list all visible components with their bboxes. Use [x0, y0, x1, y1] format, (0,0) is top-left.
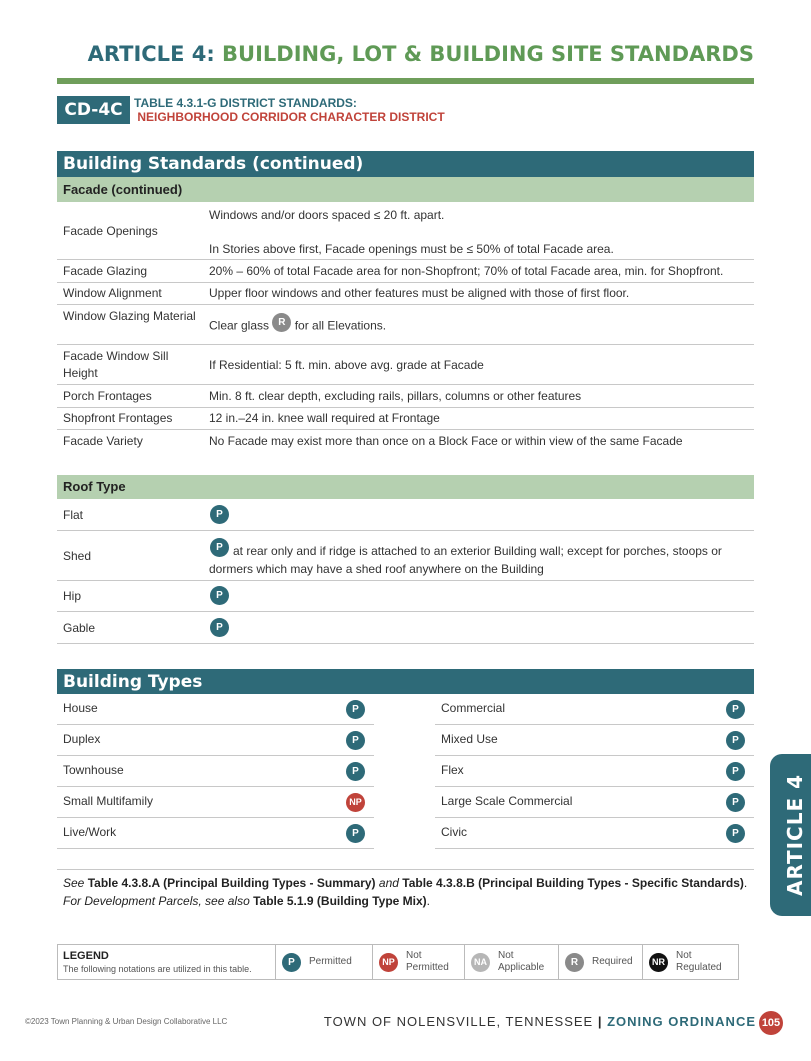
- building-type-label: Small Multifamily: [63, 794, 154, 808]
- building-type-row: [435, 725, 754, 756]
- permitted-badge-icon: P: [210, 505, 229, 524]
- article-title: BUILDING, LOT & BUILDING SITE STANDARDS: [222, 42, 754, 66]
- building-type-label: Civic: [441, 825, 467, 839]
- legend-item: NA Not Applicable: [465, 945, 559, 979]
- permitted-badge-icon: P: [282, 953, 301, 972]
- permitted-badge-icon: P: [726, 700, 745, 719]
- row-value: Windows and/or doors spaced ≤ 20 ft. apart.: [209, 208, 445, 222]
- table-reference-link: Table 5.1.9 (Building Type Mix): [253, 894, 427, 908]
- table-row: [57, 531, 754, 581]
- row-label: Flat: [63, 508, 84, 522]
- table-row: [57, 581, 754, 612]
- row-label: Window Glazing Material: [63, 309, 196, 323]
- building-type-label: Flex: [441, 763, 464, 777]
- table-title-line2: NEIGHBORHOOD CORRIDOR CHARACTER DISTRICT: [137, 110, 445, 124]
- row-label: Facade Openings: [63, 224, 158, 238]
- table-row: [57, 345, 754, 385]
- row-value: at rear only and if ridge is attached to an exterior Building wall; except for porches, stoops or: [233, 544, 722, 558]
- building-type-label: Large Scale Commercial: [441, 794, 573, 808]
- permitted-badge-icon: P: [726, 824, 745, 843]
- legend-item: NR Not Regulated: [643, 945, 738, 979]
- table-title: [134, 96, 445, 124]
- table-row: [57, 612, 754, 644]
- permitted-badge-icon: P: [726, 762, 745, 781]
- table-row: [57, 202, 754, 260]
- building-type-row: [57, 694, 374, 725]
- table-row: [57, 408, 754, 430]
- row-value: Clear glass R for all Elevations.: [209, 317, 754, 336]
- not-regulated-badge-icon: NR: [649, 953, 668, 972]
- not-permitted-badge-icon: NP: [379, 953, 398, 972]
- legend-item: NP Not Permitted: [373, 945, 465, 979]
- required-badge-icon: R: [565, 953, 584, 972]
- table-row: [57, 305, 754, 345]
- table-row: [57, 430, 754, 453]
- divider: [57, 869, 754, 870]
- table-title-line1: TABLE 4.3.1-G DISTRICT STANDARDS:: [134, 96, 357, 110]
- article-prefix: ARTICLE 4:: [87, 42, 215, 66]
- building-type-label: Duplex: [63, 732, 101, 746]
- table-row: [57, 385, 754, 408]
- building-type-label: House: [63, 701, 98, 715]
- row-value: 20% – 60% of total Facade area for non-Shopfront; 70% of total Facade area, min. for Shopfront.: [209, 264, 724, 278]
- article-side-tab-label: ARTICLE 4: [783, 773, 807, 897]
- row-label: Facade Glazing: [63, 264, 148, 278]
- building-type-label: Townhouse: [63, 763, 124, 777]
- legend-item: P Permitted: [276, 945, 373, 979]
- page-header-title: [0, 42, 754, 66]
- building-type-label: Commercial: [441, 701, 506, 715]
- district-code-badge: CD-4C: [57, 96, 130, 124]
- article-side-tab[interactable]: [770, 754, 811, 916]
- row-value: Min. 8 ft. clear depth, excluding rails, pillars, columns or other features: [209, 389, 582, 403]
- building-type-row: [435, 818, 754, 849]
- not-applicable-badge-icon: NA: [471, 953, 490, 972]
- table-row: [57, 499, 754, 531]
- building-type-label: Live/Work: [63, 825, 117, 839]
- footer-ordinance: ZONING ORDINANCE: [607, 1014, 756, 1029]
- required-badge-icon: R: [272, 313, 291, 332]
- not-permitted-badge-icon: NP: [346, 793, 365, 812]
- permitted-badge-icon: P: [346, 731, 365, 750]
- building-type-row: [57, 725, 374, 756]
- row-value: Upper floor windows and other features must be aligned with those of first floor.: [209, 286, 630, 300]
- building-type-row: [57, 756, 374, 787]
- table-reference-link: Table 4.3.8.B (Principal Building Types - Specific Standards): [402, 876, 744, 890]
- permitted-badge-icon: P: [210, 538, 229, 557]
- permitted-badge-icon: P: [726, 793, 745, 812]
- building-type-row: [57, 818, 374, 849]
- row-value: No Facade may exist more than once on a Block Face or within view of the same Facade: [209, 434, 683, 448]
- row-label: Facade Window Sill Height: [63, 349, 169, 380]
- legend-item: R Required: [559, 945, 643, 979]
- row-label: Window Alignment: [63, 286, 162, 300]
- legend-title: LEGEND: [63, 950, 109, 962]
- permitted-badge-icon: P: [346, 762, 365, 781]
- row-value: dormers which may have a shed roof anywhere on the Building: [209, 562, 544, 576]
- building-types-note: See Table 4.3.8.A (Principal Building Types - Summary) and Table 4.3.8.B (Principal Building Types - Specific Standards). For Development Parcels, see also Table 5.1.9 (Building Type Mix).: [63, 876, 748, 908]
- row-label: Gable: [63, 621, 96, 635]
- row-label: Shed: [63, 549, 92, 563]
- subsection-roof-type: Roof Type: [57, 475, 754, 499]
- row-value: 12 in.–24 in. knee wall required at Frontage: [209, 411, 440, 425]
- subsection-facade: Facade (continued): [57, 177, 754, 202]
- copyright-text: ©2023 Town Planning & Urban Design Collaborative LLC: [25, 1017, 228, 1026]
- page-number: 105: [759, 1011, 783, 1035]
- permitted-badge-icon: P: [346, 700, 365, 719]
- section-building-types: Building Types: [57, 669, 754, 694]
- row-label: Facade Variety: [63, 434, 143, 448]
- row-value: In Stories above first, Facade openings must be ≤ 50% of total Facade area.: [209, 242, 614, 256]
- section-building-standards: Building Standards (continued): [57, 151, 754, 177]
- legend-title-cell: [58, 945, 276, 979]
- permitted-badge-icon: P: [210, 618, 229, 637]
- building-type-row: [435, 787, 754, 818]
- table-row: [57, 260, 754, 283]
- building-type-row: [57, 787, 374, 818]
- legend: [57, 944, 739, 980]
- footer-town: TOWN OF NOLENSVILLE, TENNESSEE: [323, 1014, 594, 1029]
- header-divider: [57, 78, 754, 84]
- permitted-badge-icon: P: [210, 586, 229, 605]
- row-label: Shopfront Frontages: [63, 411, 173, 425]
- table-reference-link: Table 4.3.8.A (Principal Building Types - Summary): [87, 876, 376, 890]
- row-value: If Residential: 5 ft. min. above avg. grade at Facade: [209, 358, 484, 372]
- row-label: Porch Frontages: [63, 389, 152, 403]
- permitted-badge-icon: P: [346, 824, 365, 843]
- building-type-label: Mixed Use: [441, 732, 498, 746]
- row-label: Hip: [63, 589, 82, 603]
- building-type-row: [435, 694, 754, 725]
- legend-subtitle: The following notations are utilized in this table.: [63, 964, 252, 974]
- building-type-row: [435, 756, 754, 787]
- footer-title: TOWN OF NOLENSVILLE, TENNESSEE | ZONING ORDINANCE: [323, 1014, 756, 1029]
- table-row: [57, 283, 754, 305]
- permitted-badge-icon: P: [726, 731, 745, 750]
